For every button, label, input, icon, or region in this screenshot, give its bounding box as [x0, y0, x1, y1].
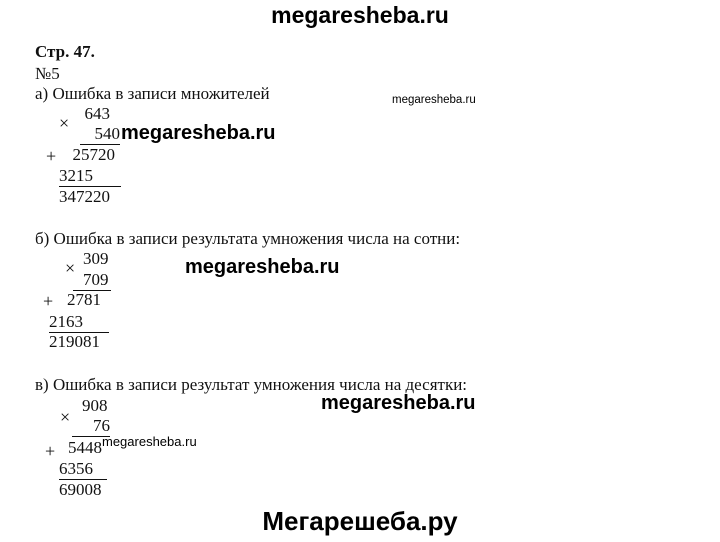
section-c-partial-1: 5448 — [68, 438, 102, 457]
site-header: megaresheba.ru — [271, 2, 449, 28]
section-b-plus-sign: + — [43, 291, 54, 311]
section-c-times-sign: × — [60, 407, 71, 427]
section-a-partial-1: 25720 — [72, 145, 115, 164]
watermark-2: megaresheba.ru — [392, 94, 476, 106]
section-a-multiplicand: 643 — [84, 104, 110, 123]
watermark-1: megaresheba.ru — [121, 122, 276, 144]
watermark-3: megaresheba.ru — [185, 256, 340, 278]
section-a-plus-sign: + — [46, 146, 57, 166]
watermark-4: megaresheba.ru — [321, 392, 476, 414]
section-b-caption: б) Ошибка в записи результата умножения числа на сотни: — [35, 229, 461, 248]
section-a-result: 347220 — [59, 187, 110, 206]
page-reference: Стр. 47. — [35, 42, 95, 61]
section-c-multiplier: 76 — [72, 416, 110, 437]
section-b-result: 219081 — [49, 332, 100, 351]
section-c-caption: в) Ошибка в записи результат умножения числа на десятки: — [35, 375, 468, 394]
section-c-multiplicand: 908 — [82, 396, 108, 415]
section-b-partial-1: 2781 — [67, 290, 101, 309]
task-number: №5 — [35, 64, 60, 83]
section-a-partial-2: 3215 — [59, 166, 121, 187]
section-b-multiplicand: 309 — [83, 249, 109, 268]
section-b-partial-2: 2163 — [49, 312, 109, 333]
watermark-5: megaresheba.ru — [102, 434, 197, 449]
section-c-plus-sign: + — [45, 441, 56, 461]
section-c-result: 69008 — [59, 480, 102, 499]
site-footer: Мегарешеба.ру — [262, 506, 458, 536]
section-b-multiplier: 709 — [73, 270, 111, 291]
section-a-times-sign: × — [59, 113, 70, 133]
section-a-caption: а) Ошибка в записи множителей — [35, 84, 270, 103]
section-b-times-sign: × — [65, 258, 76, 278]
section-a-multiplier: 540 — [80, 124, 120, 145]
section-c-partial-2: 6356 — [59, 459, 107, 480]
